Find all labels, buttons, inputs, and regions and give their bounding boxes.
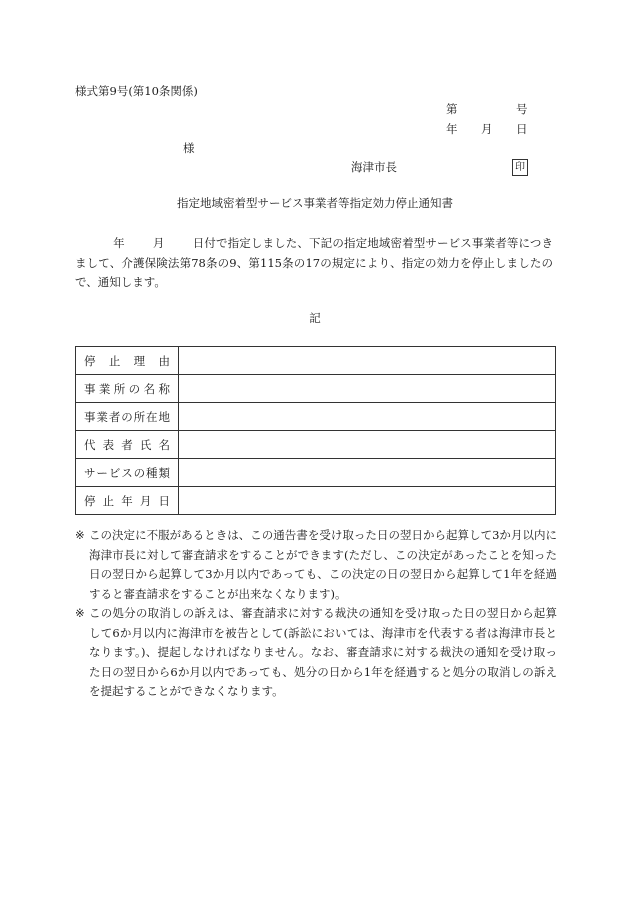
date-day: 日 xyxy=(516,122,528,136)
row-value xyxy=(179,347,556,375)
row-label-char: 事 xyxy=(84,381,96,396)
row-label-char: 種 xyxy=(146,465,158,480)
row-value xyxy=(179,431,556,459)
row-label xyxy=(76,375,179,403)
number-suffix: 号 xyxy=(516,102,528,116)
row-label-char: 業 xyxy=(98,381,111,396)
row-label-char: 年 xyxy=(121,493,133,508)
document-title: 指定地域密着型サービス事業者等指定効力停止通知書 xyxy=(177,196,453,210)
row-label xyxy=(76,431,179,459)
row-value xyxy=(179,459,556,487)
row-label-char: サ xyxy=(84,465,96,480)
notice-body xyxy=(75,234,553,293)
table-row xyxy=(76,375,556,403)
row-label-char: 停 xyxy=(84,353,96,368)
date-month: 月 xyxy=(481,122,493,136)
addressee-suffix: 様 xyxy=(183,141,195,155)
row-value xyxy=(179,403,556,431)
note-text: この処分の取消しの訴えは、審査請求に対する裁決の通知を受け取った日の翌日から起算して6か月以内に海津市を被告として(訴訟においては、海津市を代表する者は海津市長となります。)、提起しなければなりません。なお、審査請求に対する裁決の通知を受け取った日の翌日から6か月以内であっても、処分の日から1年を経過すると処分の取消しの訴えを提起することができなくなります。 xyxy=(89,606,557,698)
row-label-char: 表 xyxy=(102,437,115,452)
notes-section xyxy=(75,526,557,702)
row-label-char: ー xyxy=(96,465,108,480)
row-label-char: 止 xyxy=(102,493,115,508)
note-mark: ※ xyxy=(75,528,85,542)
row-label-char: 由 xyxy=(158,353,170,368)
row-label-char: 氏 xyxy=(139,437,152,452)
row-label-char: 者 xyxy=(121,437,133,452)
note-item xyxy=(75,604,557,702)
row-label-char: 名 xyxy=(158,437,170,452)
info-table xyxy=(75,346,556,515)
body-month: 月 xyxy=(152,236,165,250)
body-text: 日付で指定しました、下記の指定地域密着型サービス事業者等につきまして、介護保険法第78条の9、第115条の17の規定により、指定の効力を停止しましたので、通知します。 xyxy=(75,236,554,289)
row-label-char: の xyxy=(121,409,133,424)
row-label-char: の xyxy=(133,465,146,480)
note-text: この決定に不服があるときは、この通告書を受け取った日の翌日から起算して3か月以内に海津市長に対して審査請求をすることができます(ただし、この決定があったことを知った日の翌日から起算して3か月以内であっても、この決定の日の翌日から起算して1年を経過すると審査請求をすることが出来なくなります)。 xyxy=(89,528,557,601)
row-label-char: 称 xyxy=(158,381,170,396)
row-label-char: 代 xyxy=(84,437,96,452)
row-label xyxy=(76,487,179,515)
row-label xyxy=(76,347,179,375)
row-label-char: の xyxy=(128,381,141,396)
row-label-char: 者 xyxy=(108,409,121,424)
row-label xyxy=(76,403,179,431)
row-label-char: 月 xyxy=(139,493,152,508)
row-label-char: ス xyxy=(121,465,133,480)
number-prefix: 第 xyxy=(446,102,458,116)
body-year: 年 xyxy=(113,236,125,250)
row-label xyxy=(76,459,179,487)
date-year: 年 xyxy=(446,122,458,136)
seal-mark: 印 xyxy=(512,159,528,176)
row-value xyxy=(179,375,556,403)
form-number-label: 様式第9号(第10条関係) xyxy=(75,84,198,98)
row-label-char: 在 xyxy=(146,409,158,424)
row-label-char: 日 xyxy=(158,493,170,508)
row-label-char: 所 xyxy=(113,381,126,396)
issuer-name: 海津市長 xyxy=(351,160,397,174)
table-row xyxy=(76,403,556,431)
row-label-char: 理 xyxy=(133,353,146,368)
row-value xyxy=(179,487,556,515)
row-label-char: 所 xyxy=(133,409,146,424)
row-label-char: 名 xyxy=(143,381,156,396)
table-row xyxy=(76,459,556,487)
row-label-char: 事 xyxy=(84,409,96,424)
table-row xyxy=(76,487,556,515)
table-row xyxy=(76,431,556,459)
row-label-char: 地 xyxy=(158,409,170,424)
row-label-char: 停 xyxy=(84,493,96,508)
row-label-char: 業 xyxy=(96,409,108,424)
note-mark: ※ xyxy=(75,606,85,620)
ki-heading: 記 xyxy=(309,311,321,325)
table-row xyxy=(76,347,556,375)
row-label-char: ビ xyxy=(108,465,121,480)
note-item xyxy=(75,526,557,604)
row-label-char: 類 xyxy=(158,465,170,480)
row-label-char: 止 xyxy=(108,353,121,368)
